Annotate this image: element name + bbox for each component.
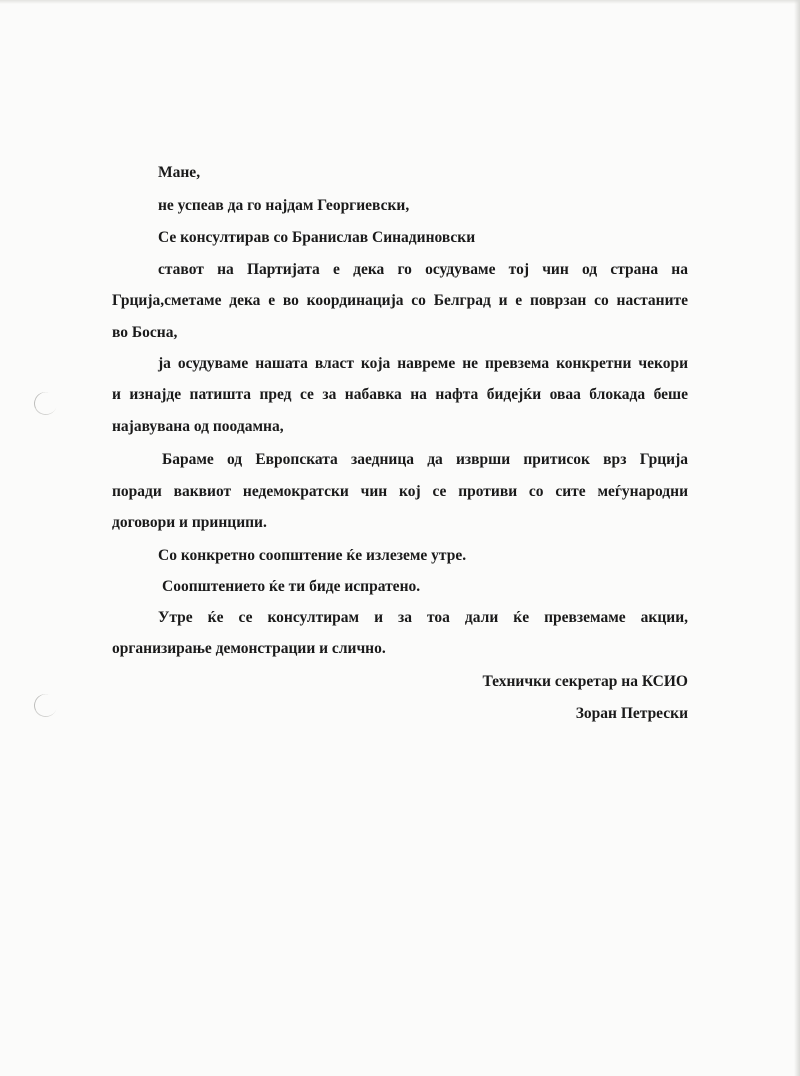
signature-title: Технички секретар на КСИО <box>482 673 688 690</box>
scan-edge-top <box>0 0 800 4</box>
punch-hole-lower <box>31 691 60 720</box>
paragraph-line: Бараме од Европската заедница да изврши притисок врз Грција <box>162 451 688 468</box>
paragraph-line: ставот на Партијата е дека го осудуваме тој чин од страна на <box>158 261 688 278</box>
paragraph-line: организирање демонстрации и слично. <box>112 640 386 657</box>
paragraph-line: и изнајде патишта пред се за набавка на нафта бидејќи оваа блокада беше <box>112 386 688 403</box>
paragraph-line: Утре ќе се консултирам и за тоа дали ќе превземаме акции, <box>158 609 688 626</box>
paragraph-line: најавувана од поодамна, <box>112 418 284 435</box>
salutation: Мане, <box>158 164 201 181</box>
signature-name: Зоран Петрески <box>575 705 688 722</box>
letter-line: не успеав да го најдам Георгиевски, <box>158 197 410 214</box>
paragraph-line: договори и принципи. <box>112 514 267 531</box>
paragraph-line: во Босна, <box>112 324 178 341</box>
paragraph-line: поради ваквиот недемократски чин кој се противи со сите меѓународни <box>112 483 688 500</box>
punch-hole-upper <box>31 389 60 418</box>
letter-line: Соопштениeто ќе ти биде испратено. <box>162 578 421 595</box>
letter-line: Се консултирав со Бранислав Синадиновски <box>158 229 476 246</box>
letter-line: Со конкретно соопштение ќе излеземе утре. <box>158 547 467 564</box>
paragraph-line: ја осудуваме нашата власт која навреме не превзема конкретни чекори <box>158 355 688 372</box>
paragraph-line: Грција,сметаме дека е во координација со Белград и е поврзан со настаните <box>112 292 688 309</box>
scan-edge-right <box>794 0 800 1076</box>
